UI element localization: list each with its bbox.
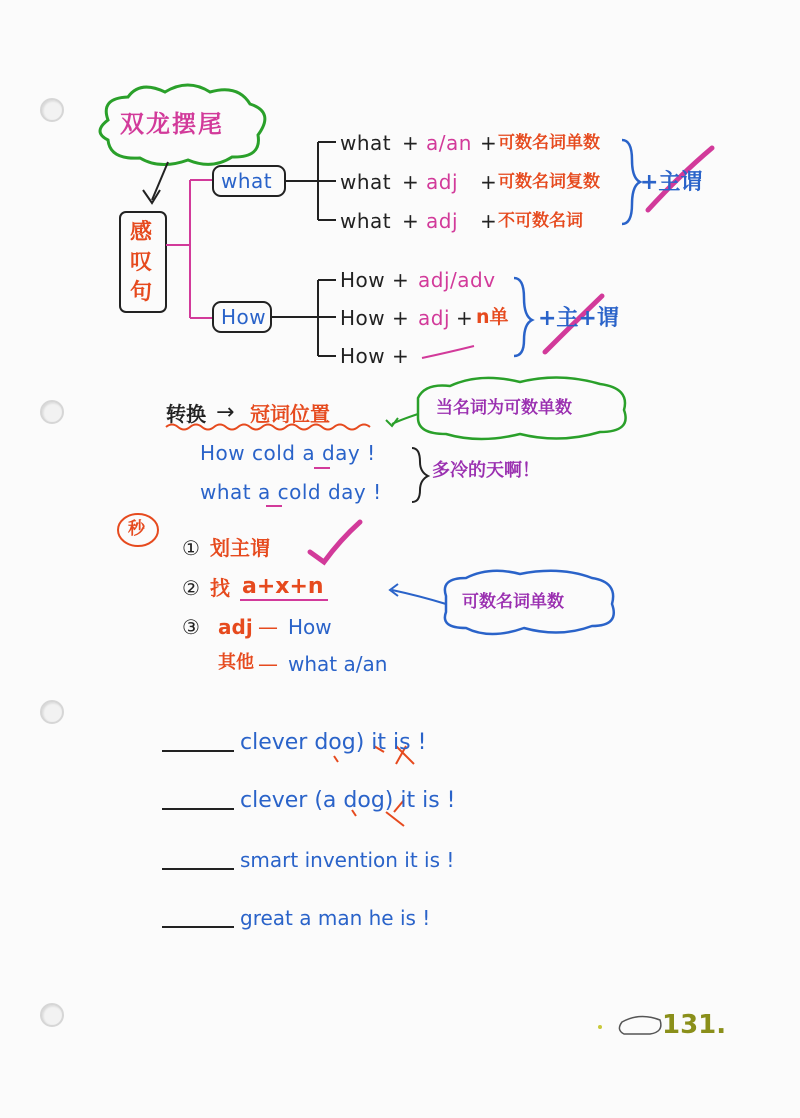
page-doodle bbox=[619, 1016, 660, 1034]
conversion-label: 转换 bbox=[166, 402, 206, 426]
conversion-note: 当名词为可数单数 bbox=[436, 398, 572, 418]
what-rule-mid: adj bbox=[426, 170, 459, 194]
what-rule-plus: + bbox=[480, 170, 498, 194]
what-rule-tail: 不可数名词 bbox=[498, 211, 583, 231]
what-suffix: +主谓 bbox=[640, 170, 703, 195]
what-brace bbox=[622, 140, 640, 224]
cloud-arrow bbox=[152, 162, 168, 200]
how-rule-mid: adj bbox=[418, 306, 451, 330]
trick-step-dash: — bbox=[258, 615, 278, 639]
category-char: 叹 bbox=[130, 250, 153, 275]
trick-step-text: 找 bbox=[210, 576, 230, 600]
how-rule-plus: + bbox=[456, 306, 474, 330]
conversion-example: what a cold day ! bbox=[200, 480, 382, 504]
exercise-blank[interactable] bbox=[162, 868, 234, 870]
trick-step-text: 划主谓 bbox=[210, 536, 270, 560]
how-rule-head: How bbox=[340, 268, 386, 292]
what-rule-mid: a/an bbox=[426, 131, 472, 155]
exercise-blank[interactable] bbox=[162, 926, 234, 928]
trick-step-num: ③ bbox=[182, 615, 200, 639]
what-rule-plus: + bbox=[480, 209, 498, 233]
trick-formula: a+x+n bbox=[242, 574, 324, 599]
what-branch-label: what bbox=[221, 169, 273, 193]
how-rule-head: How bbox=[340, 344, 386, 368]
what-rule-plus: + bbox=[402, 209, 420, 233]
trick-step-result: what a/an bbox=[288, 652, 388, 676]
conversion-target: 冠词位置 bbox=[250, 402, 330, 426]
how-rule-plus: + bbox=[392, 268, 410, 292]
what-rule-head: what bbox=[340, 209, 392, 233]
what-rule-tail: 可数名词单数 bbox=[498, 133, 600, 153]
what-rule-head: what bbox=[340, 131, 392, 155]
what-rule-plus: + bbox=[402, 170, 420, 194]
trick-badge-label: 秒 bbox=[128, 519, 145, 539]
page-title: 双龙摆尾 bbox=[120, 110, 224, 138]
what-rule-plus: + bbox=[402, 131, 420, 155]
category-char: 句 bbox=[130, 280, 153, 305]
how-suffix: +主+谓 bbox=[538, 306, 619, 331]
how-rule-mid: adj/adv bbox=[418, 268, 496, 292]
trick-step-text: adj bbox=[218, 615, 253, 639]
what-rule-head: what bbox=[340, 170, 392, 194]
exercise-text: great a man he is ! bbox=[240, 906, 431, 930]
exercise-text: clever dog) it is ! bbox=[240, 730, 427, 755]
trick-step-result: How bbox=[288, 615, 332, 639]
what-rule-mid: adj bbox=[426, 209, 459, 233]
category-char: 感 bbox=[130, 220, 153, 245]
conversion-arrow: → bbox=[216, 400, 235, 425]
exercise-text: smart invention it is ! bbox=[240, 848, 455, 872]
how-rule-plus: + bbox=[392, 344, 410, 368]
how-rule-plus: + bbox=[392, 306, 410, 330]
trick-step-num: ② bbox=[182, 576, 200, 600]
trick-step-num: ① bbox=[182, 536, 200, 560]
how-branch-label: How bbox=[221, 305, 267, 329]
exercise-blank[interactable] bbox=[162, 808, 234, 810]
what-rule-tail: 可数名词复数 bbox=[498, 172, 600, 192]
trick-step-text: 其他 bbox=[218, 652, 254, 673]
check-mark bbox=[310, 522, 360, 562]
conversion-translation: 多冷的天啊！ bbox=[432, 460, 540, 481]
how-rule-tail: n单 bbox=[476, 306, 509, 328]
exercise-blank[interactable] bbox=[162, 750, 234, 752]
trick-note: 可数名词单数 bbox=[462, 592, 564, 612]
how-rule-head: How bbox=[340, 306, 386, 330]
what-rule-plus: + bbox=[480, 131, 498, 155]
page-number: 131. bbox=[662, 1010, 727, 1040]
exercise-text: clever (a dog) it is ! bbox=[240, 788, 456, 813]
trick-step-dash: — bbox=[258, 652, 278, 676]
conversion-example: How cold a day ! bbox=[200, 441, 376, 465]
how-brace bbox=[514, 278, 532, 356]
